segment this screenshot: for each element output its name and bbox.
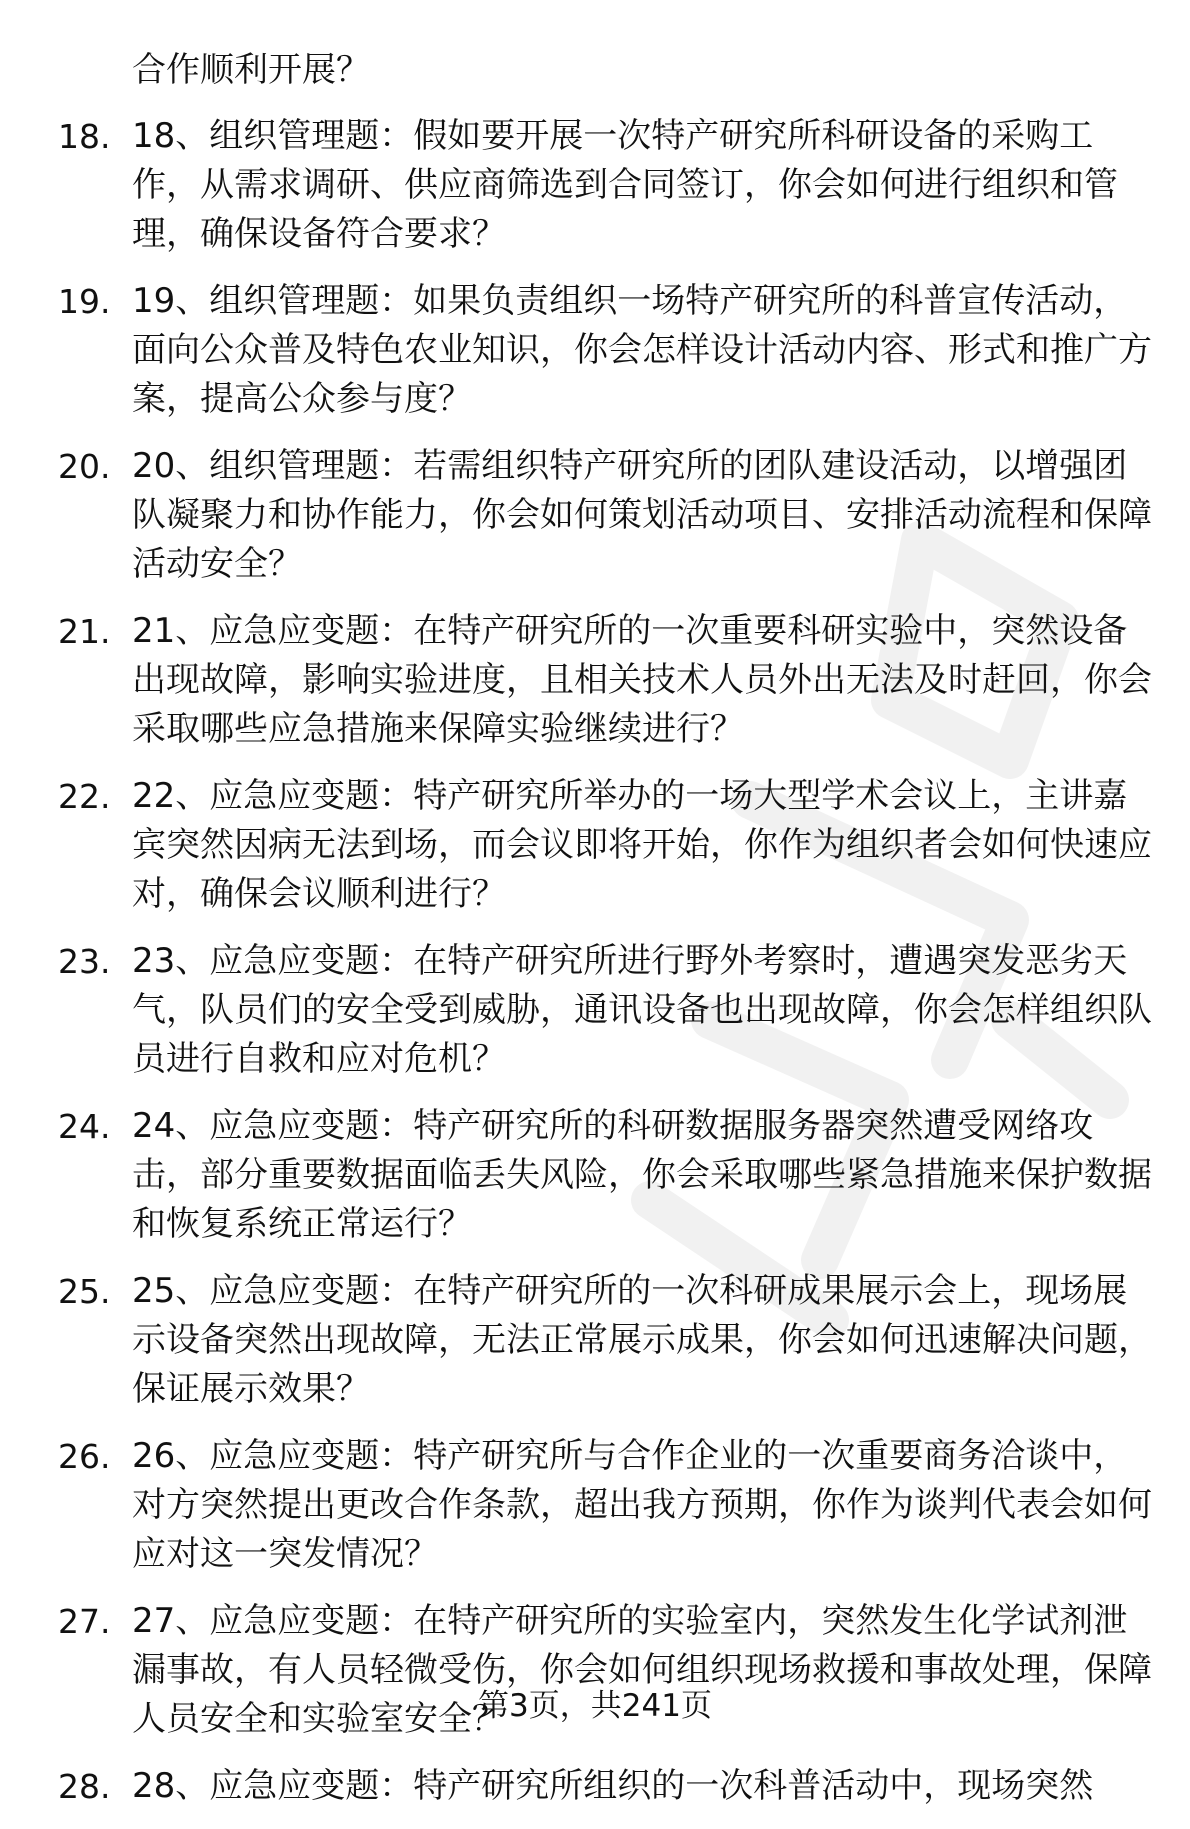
question-text: 18、组织管理题：假如要开展一次特产研究所科研设备的采购工作，从需求调研、供应商筛选到合同签订，你会如何进行组织和管理，确保设备符合要求？	[132, 116, 1118, 254]
question-text: 26、应急应变题：特产研究所与合作企业的一次重要商务洽谈中，对方突然提出更改合作条款，超出我方预期，你作为谈判代表会如何应对这一突发情况？	[132, 1436, 1152, 1574]
question-number: 19.	[58, 282, 111, 321]
question-item	[0, 772, 1190, 919]
question-text: 27、应急应变题：在特产研究所的实验室内，突然发生化学试剂泄漏事故，有人员轻微受伤，你会如何组织现场救援和事故处理，保障人员安全和实验室安全？	[132, 1601, 1152, 1739]
question-item	[0, 277, 1190, 424]
question-number: 21.	[58, 612, 111, 651]
continued-text: 合作顺利开展？	[132, 50, 370, 90]
question-item	[0, 442, 1190, 589]
question-number: 26.	[58, 1437, 111, 1476]
question-item	[0, 1762, 1190, 1811]
question-number: 18.	[58, 117, 111, 156]
question-number: 22.	[58, 777, 111, 816]
question-item	[0, 112, 1190, 259]
question-number: 23.	[58, 942, 111, 981]
question-text: 21、应急应变题：在特产研究所的一次重要科研实验中，突然设备出现故障，影响实验进度，且相关技术人员外出无法及时赶回，你会采取哪些应急措施来保障实验继续进行？	[132, 611, 1152, 749]
question-number: 27.	[58, 1602, 111, 1641]
question-number: 24.	[58, 1107, 111, 1146]
question-text: 28、应急应变题：特产研究所组织的一次科普活动中，现场突然	[132, 1766, 1094, 1806]
question-item	[0, 1102, 1190, 1249]
question-text: 25、应急应变题：在特产研究所的一次科研成果展示会上，现场展示设备突然出现故障，无法正常展示成果，你会如何迅速解决问题，保证展示效果？	[132, 1271, 1152, 1409]
question-number: 28.	[58, 1767, 111, 1806]
page-footer: 第3页，共241页	[478, 1688, 712, 1724]
question-item	[0, 1267, 1190, 1414]
question-list	[0, 112, 1190, 1829]
question-text: 23、应急应变题：在特产研究所进行野外考察时，遭遇突发恶劣天气，队员们的安全受到威胁，通讯设备也出现故障，你会怎样组织队员进行自救和应对危机？	[132, 941, 1152, 1079]
question-number: 25.	[58, 1272, 111, 1311]
question-number: 20.	[58, 447, 111, 486]
question-text: 22、应急应变题：特产研究所举办的一场大型学术会议上，主讲嘉宾突然因病无法到场，而会议即将开始，你作为组织者会如何快速应对，确保会议顺利进行？	[132, 776, 1152, 914]
question-text: 19、组织管理题：如果负责组织一场特产研究所的科普宣传活动，面向公众普及特色农业知识，你会怎样设计活动内容、形式和推广方案，提高公众参与度？	[132, 281, 1152, 419]
question-item	[0, 1432, 1190, 1579]
question-item	[0, 607, 1190, 754]
question-text: 24、应急应变题：特产研究所的科研数据服务器突然遭受网络攻击，部分重要数据面临丢失风险，你会采取哪些紧急措施来保护数据和恢复系统正常运行？	[132, 1106, 1152, 1244]
question-text: 20、组织管理题：若需组织特产研究所的团队建设活动，以增强团队凝聚力和协作能力，你会如何策划活动项目、安排活动流程和保障活动安全？	[132, 446, 1152, 584]
question-item	[0, 937, 1190, 1084]
